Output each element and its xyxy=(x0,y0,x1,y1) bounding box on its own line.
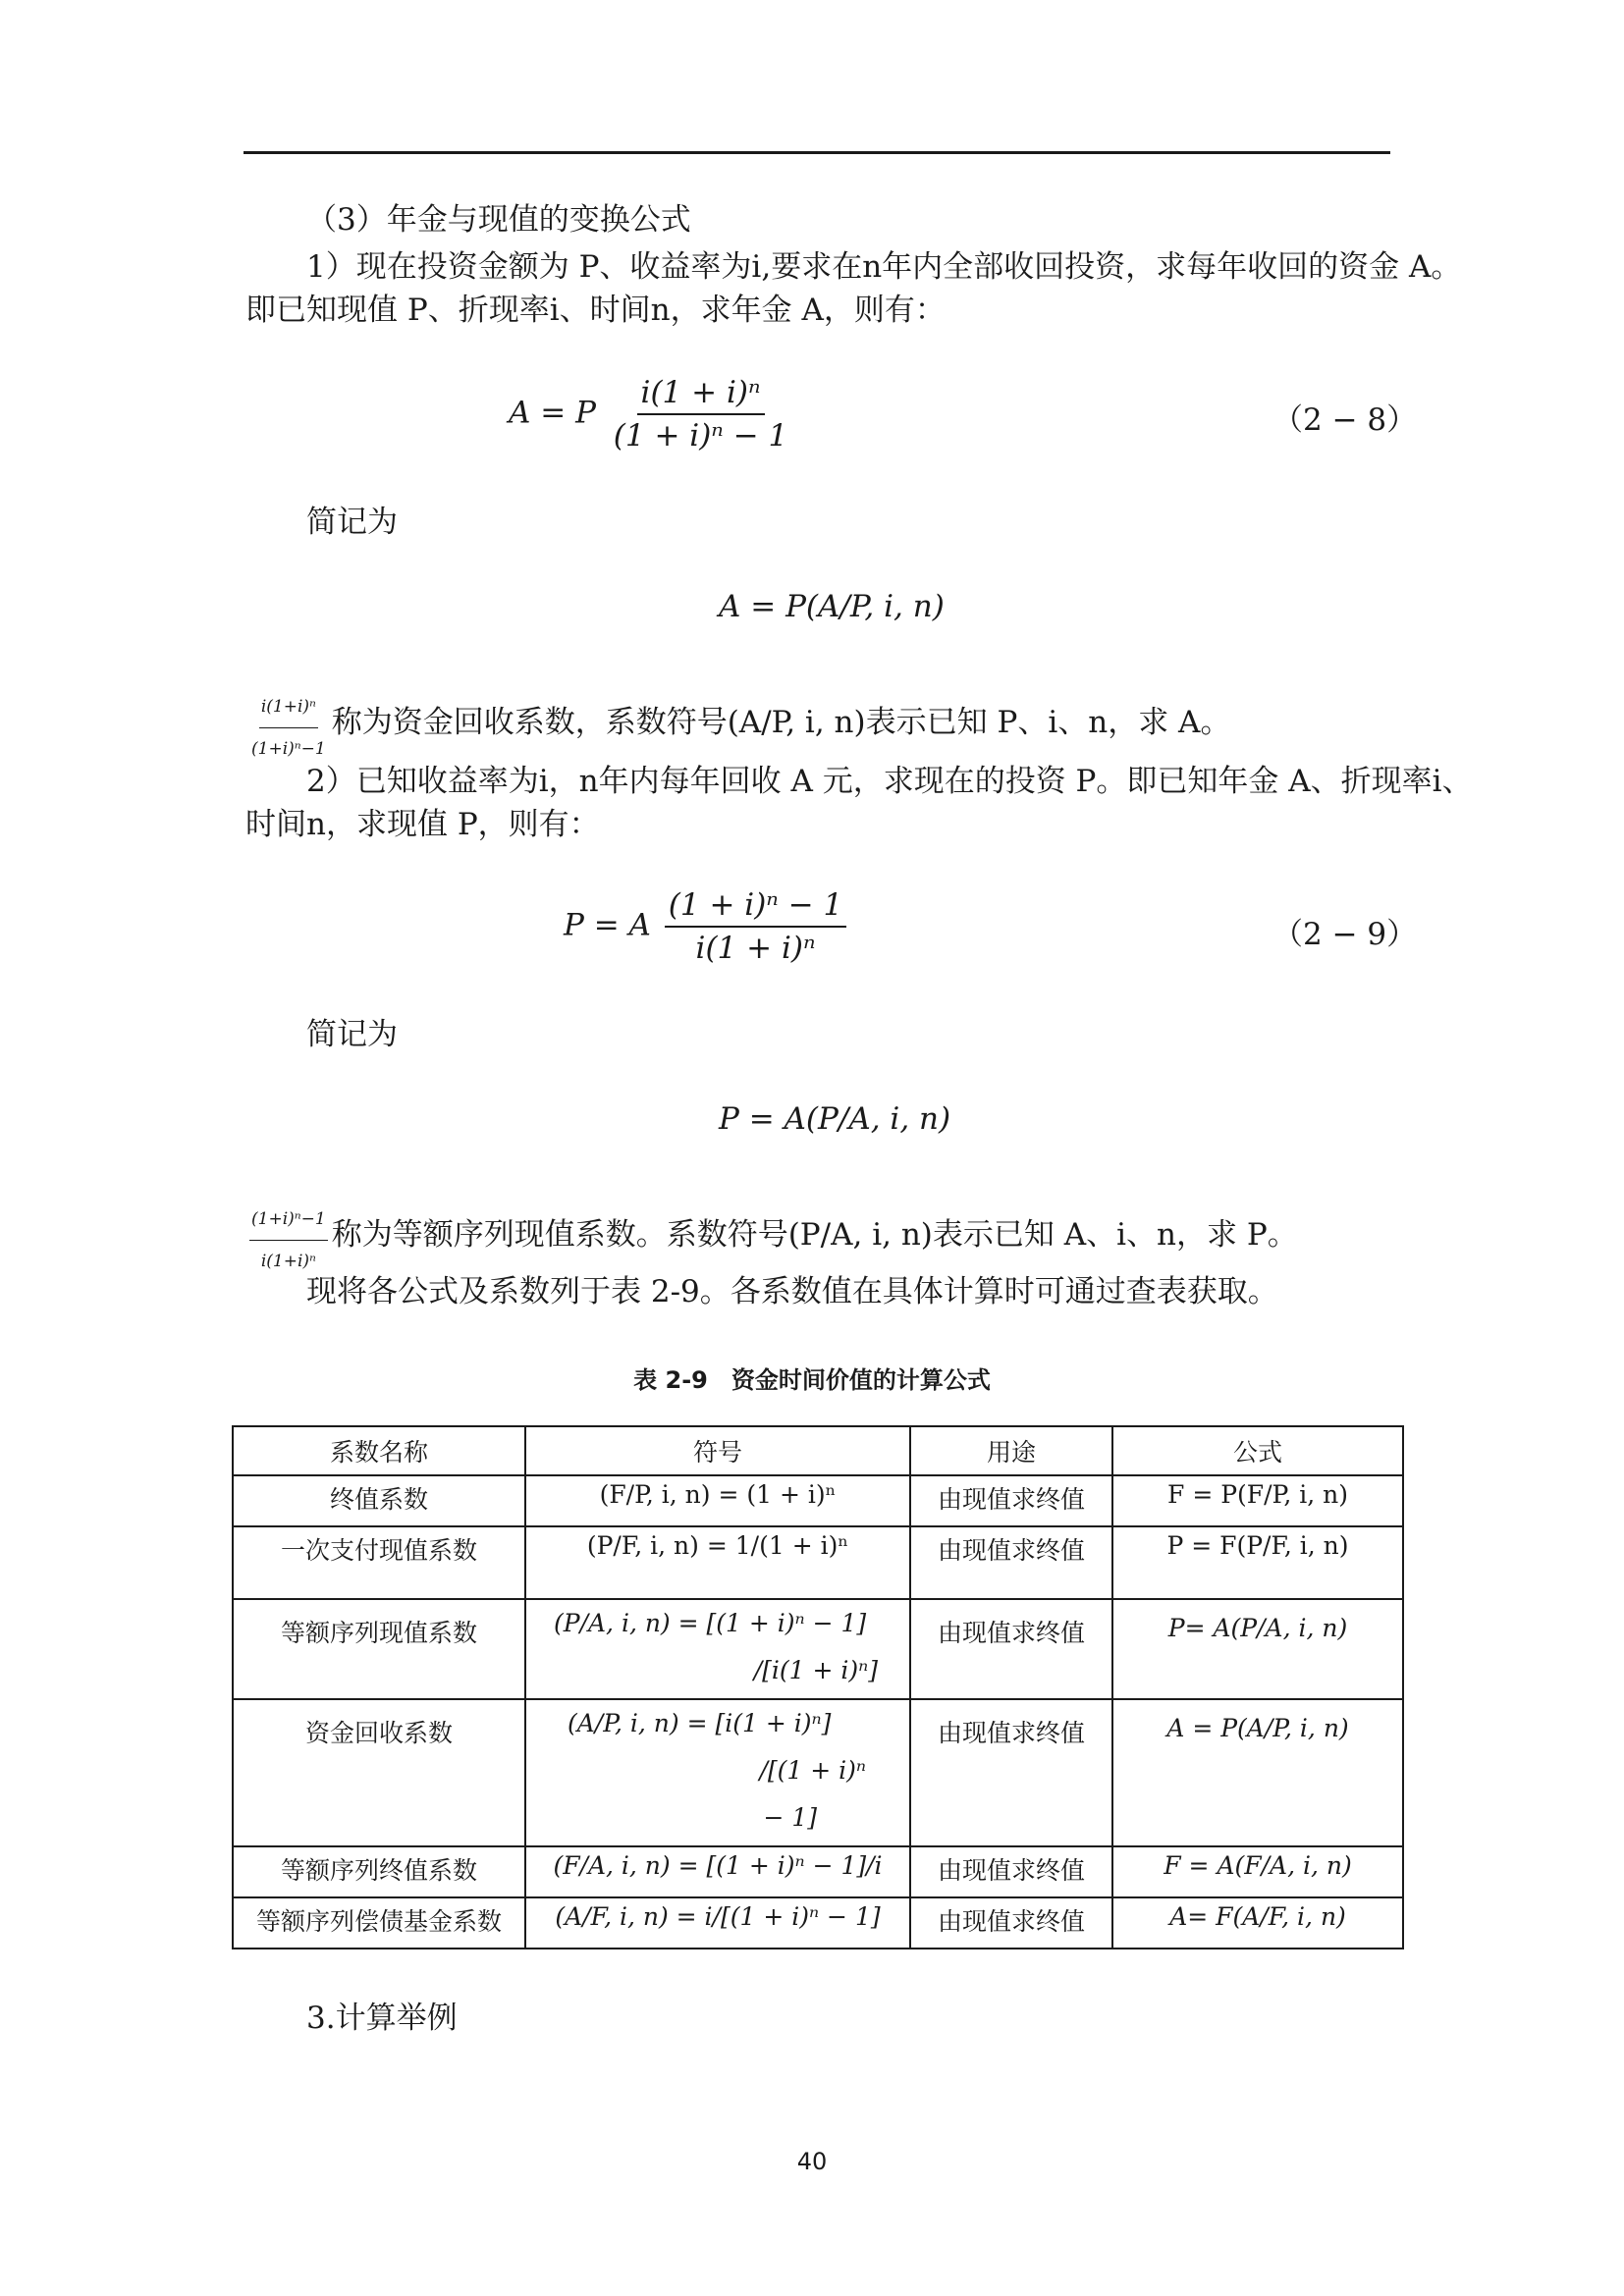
table-row xyxy=(233,1475,1403,1526)
para3: 现将各公式及系数列于表 2-9。各系数值在具体计算时可通过查表获取。 xyxy=(306,1274,1278,1309)
table-row xyxy=(233,1526,1403,1599)
eq-2-9-denominator: i(1 + i)ⁿ xyxy=(695,931,816,966)
para1-line2: 即已知现值 P、折现率i、时间n，求年金 A，则有： xyxy=(245,293,946,328)
row-symbol xyxy=(525,1475,910,1526)
eq-2-8-lhs: A = P xyxy=(509,395,596,431)
row-formula: F = P(F/P, i, n) xyxy=(1112,1475,1403,1526)
eq-2-8-number: （2 − 8） xyxy=(1272,402,1418,438)
row-name: 等额序列现值系数 xyxy=(233,1599,525,1699)
eq-2-9-numerator: (1 + i)ⁿ − 1 xyxy=(665,887,846,928)
symbol-line: (F/P, i, n) = (1 + i)ⁿ xyxy=(599,1480,837,1509)
header-formula: 公式 xyxy=(1112,1426,1403,1475)
page-number: 40 xyxy=(796,2148,828,2175)
table-row xyxy=(233,1846,1403,1897)
header-use: 用途 xyxy=(910,1426,1112,1475)
para1-line1: 1）现在投资金额为 P、收益率为i,要求在n年内全部收回投资，求每年收回的资金 A。 xyxy=(306,249,1462,285)
symbol-line: − 1] xyxy=(763,1803,817,1832)
symbol-line: (P/A, i, n) = [(1 + i)ⁿ − 1] xyxy=(554,1609,867,1637)
desc-2-frac-den: i(1+i)ⁿ xyxy=(260,1252,316,1271)
table-caption: 表 2-9 资金时间价值的计算公式 xyxy=(633,1366,991,1394)
formula-table xyxy=(232,1425,1404,1949)
desc-1-text: 称为资金回收系数，系数符号(A/P, i, n)表示已知 P、i、n，求 A。 xyxy=(331,705,1231,740)
table-row xyxy=(233,1699,1403,1846)
row-symbol xyxy=(525,1897,910,1949)
section-heading: （3）年金与现值的变换公式 xyxy=(306,202,691,238)
table-row xyxy=(233,1599,1403,1699)
row-use: 由现值求终值 xyxy=(910,1599,1112,1699)
jianji-2: 简记为 xyxy=(306,1017,398,1052)
row-use: 由现值求终值 xyxy=(910,1699,1112,1846)
desc-2 xyxy=(245,1200,1298,1281)
row-use: 由现值求终值 xyxy=(910,1475,1112,1526)
short-formula-1: A = P(A/P, i, n) xyxy=(719,589,945,624)
row-name: 等额序列终值系数 xyxy=(233,1846,525,1897)
eq-2-9-number: （2 − 9） xyxy=(1272,917,1418,952)
row-symbol xyxy=(525,1846,910,1897)
jianji-1: 简记为 xyxy=(306,505,398,540)
symbol-line: /[i(1 + i)ⁿ] xyxy=(753,1656,878,1684)
symbol-line: (A/F, i, n) = i/[(1 + i)ⁿ − 1] xyxy=(555,1902,881,1931)
symbol-line: (A/P, i, n) = [i(1 + i)ⁿ] xyxy=(568,1709,832,1737)
symbol-line: /[(1 + i)ⁿ xyxy=(759,1756,866,1785)
row-formula: F = A(F/A, i, n) xyxy=(1112,1846,1403,1897)
table-row xyxy=(233,1897,1403,1949)
header-rule xyxy=(244,151,1390,154)
table-header-row xyxy=(233,1426,1403,1475)
para2-line2: 时间n，求现值 P，则有： xyxy=(245,807,600,842)
row-use: 由现值求终值 xyxy=(910,1526,1112,1599)
row-name: 一次支付现值系数 xyxy=(233,1526,525,1599)
desc-1 xyxy=(245,687,1230,769)
row-symbol xyxy=(525,1599,910,1699)
header-symbol: 符号 xyxy=(525,1426,910,1475)
para2-line1: 2）已知收益率为i，n年内每年回收 A 元，求现在的投资 P。即已知年金 A、折现率i、 xyxy=(306,764,1473,799)
desc-1-frac-num: i(1+i)ⁿ xyxy=(259,687,318,728)
row-symbol xyxy=(525,1526,910,1599)
short-formula-2: P = A(P/A, i, n) xyxy=(719,1101,951,1137)
row-name: 终值系数 xyxy=(233,1475,525,1526)
desc-1-frac-den: (1+i)ⁿ−1 xyxy=(251,739,326,759)
eq-2-8-numerator: i(1 + i)ⁿ xyxy=(637,375,765,415)
header-name: 系数名称 xyxy=(233,1426,525,1475)
row-formula: A= F(A/F, i, n) xyxy=(1112,1897,1403,1949)
eq-2-8-denominator: (1 + i)ⁿ − 1 xyxy=(613,418,788,454)
equation-2-9 xyxy=(564,887,850,966)
row-formula: A = P(A/P, i, n) xyxy=(1112,1699,1403,1846)
row-name: 资金回收系数 xyxy=(233,1699,525,1846)
symbol-line: (P/F, i, n) = 1/(1 + i)ⁿ xyxy=(586,1531,849,1560)
row-use: 由现值求终值 xyxy=(910,1897,1112,1949)
symbol-line: (F/A, i, n) = [(1 + i)ⁿ − 1]/i xyxy=(553,1851,883,1880)
desc-2-frac-num: (1+i)ⁿ−1 xyxy=(249,1200,328,1241)
row-formula: P= A(P/A, i, n) xyxy=(1112,1599,1403,1699)
equation-2-8 xyxy=(509,375,795,454)
row-name: 等额序列偿债基金系数 xyxy=(233,1897,525,1949)
row-symbol xyxy=(525,1699,910,1846)
row-use: 由现值求终值 xyxy=(910,1846,1112,1897)
section-3-heading: 3.计算举例 xyxy=(306,2001,458,2036)
eq-2-9-lhs: P = A xyxy=(564,907,651,943)
row-formula: P = F(P/F, i, n) xyxy=(1112,1526,1403,1599)
desc-2-text: 称为等额序列现值系数。系数符号(P/A, i, n)表示已知 A、i、n，求 P。 xyxy=(331,1217,1298,1253)
